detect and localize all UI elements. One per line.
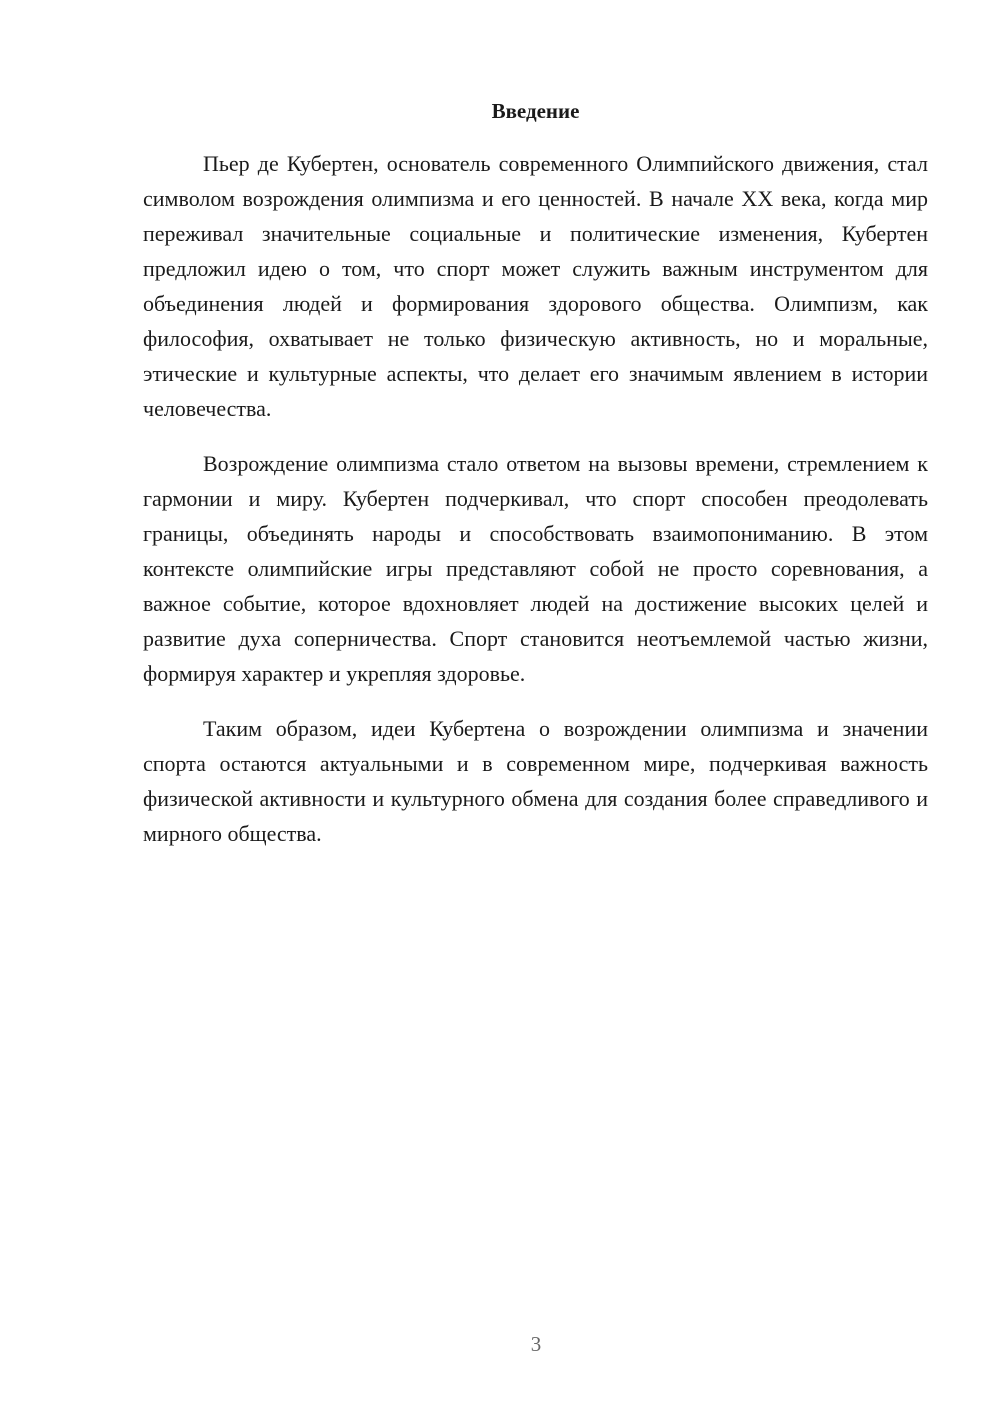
page-number: 3	[530, 1332, 542, 1356]
paragraph-3: Таким образом, идеи Кубертена о возрождении олимпизма и значении спорта остаются актуальными и в современном мире, подчеркивая важность физической активности и культурного обмена для создания более справедливого и мирного общества.	[143, 716, 928, 846]
paragraph-2: Возрождение олимпизма стало ответом на вызовы времени, стремлением к гармонии и миру. Кубертен подчеркивал, что спорт способен преодолевать границы, объединять народы и способствовать взаимопониманию. В этом контексте олимпийские игры представляют собой не просто соревнования, а важное событие, которое вдохновляет людей на достижение высоких целей и развитие духа соперничества. Спорт становится неотъемлемой частью жизни, формируя характер и укрепляя здоровье.	[143, 451, 928, 686]
paragraph-1: Пьер де Кубертен, основатель современного Олимпийского движения, стал символом возрождения олимпизма и его ценностей. В начале XX века, когда мир переживал значительные социальные и политические изменения, Кубертен предложил идею о том, что спорт может служить важным инструментом для объединения людей и формирования здорового общества. Олимпизм, как философия, охватывает не только физическую активность, но и моральные, этические и культурные аспекты, что делает его значимым явлением в истории человечества.	[143, 151, 928, 421]
page-content	[143, 94, 928, 871]
section-title: Введение	[491, 99, 580, 123]
